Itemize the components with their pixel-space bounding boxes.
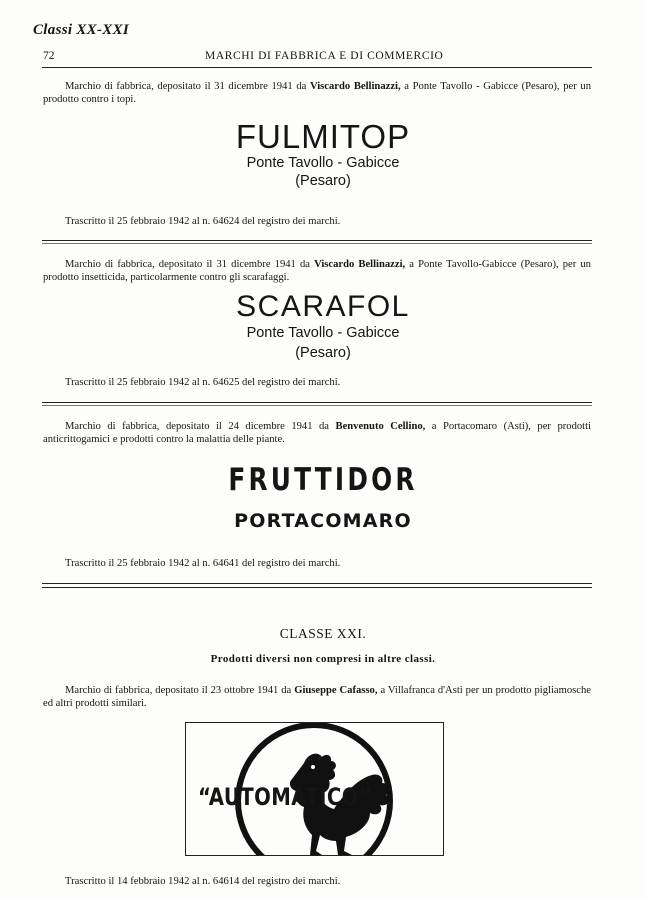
trademark-name: FULMITOP (235, 118, 411, 155)
entry-description: Marchio di fabbrica, depositato il 24 dicembre 1941 da Benvenuto Cellino, a Portacomaro (Asti), per prodotti anticrittogamici e prodotti contro la malattia delle piante. (43, 421, 591, 445)
owner-name: Giuseppe Cafasso, (294, 685, 378, 696)
trademark-province: (Pesaro) (295, 173, 351, 189)
section-heading: CLASSE XXI. (279, 626, 367, 641)
trademark-name: SCARAFOL (236, 290, 410, 323)
transcription-note: Trascritto il 25 febbraio 1942 al n. 64625 del registro dei marchi. (65, 377, 341, 388)
entry-description: Marchio di fabbrica, depositato il 31 dicembre 1941 da Viscardo Bellinazzi, a Ponte Tavollo - Gabicce (Pesaro), per un prodotto contro i topi. (43, 81, 591, 105)
section-subheading: Prodotti diversi non compresi in altre classi. (210, 653, 436, 665)
owner-name: Viscardo Bellinazzi, (314, 259, 406, 270)
separator-rule (42, 240, 592, 241)
entry-description: Marchio di fabbrica, depositato il 23 ottobre 1941 da Giuseppe Cafasso, a Villafranca d'Asti per un prodotto pigliamosche ed altri prodotti similari. (43, 685, 591, 709)
owner-name: Benvenuto Cellino, (335, 421, 426, 432)
header-rule (42, 67, 592, 68)
separator-rule (42, 243, 592, 244)
logo-wordmark: “AUTOMATICO” (198, 783, 373, 811)
owner-name: Viscardo Bellinazzi, (309, 81, 401, 92)
trademark-location: Ponte Tavollo - Gabicce (246, 325, 400, 341)
separator-rule (42, 587, 592, 588)
trademark-name: FRUTTIDOR (228, 462, 418, 498)
transcription-note: Trascritto il 25 febbraio 1942 al n. 64641 del registro dei marchi. (65, 558, 341, 569)
separator-rule (42, 583, 592, 584)
page-number: 72 (43, 50, 55, 62)
trademark-province: (Pesaro) (295, 345, 351, 361)
separator-rule (42, 405, 592, 406)
transcription-note: Trascritto il 14 febbraio 1942 al n. 64614 del registro dei marchi. (65, 876, 341, 887)
trademark-location: Ponte Tavollo - Gabicce (246, 155, 400, 171)
trademark-location: PORTACOMARO (234, 510, 412, 532)
separator-rule (42, 402, 592, 403)
section-label: Classi XX-XXI (33, 22, 130, 38)
transcription-note: Trascritto il 25 febbraio 1942 al n. 64624 del registro dei marchi. (65, 216, 341, 227)
trademark-logo (185, 722, 444, 856)
entry-description: Marchio di fabbrica, depositato il 31 dicembre 1941 da Viscardo Bellinazzi, a Ponte Tavollo-Gabicce (Pesaro), per un prodotto insetticida, particolarmente contro gli scarafaggi. (43, 259, 591, 283)
running-title: MARCHI DI FABBRICA E DI COMMERCIO (205, 50, 444, 62)
